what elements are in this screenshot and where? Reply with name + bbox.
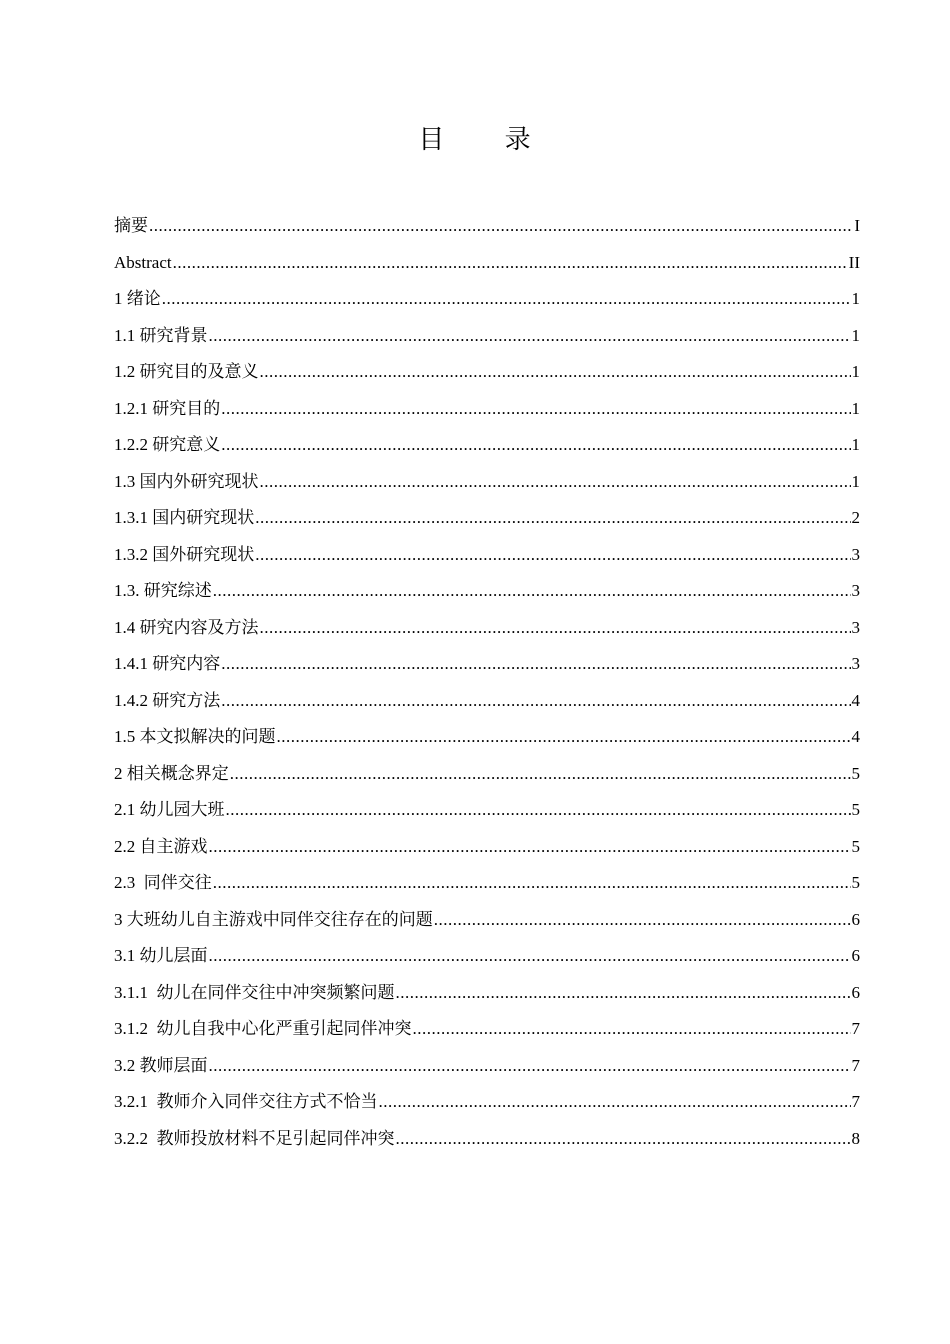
toc-page-number: 3 [851, 654, 860, 673]
toc-dot-leader [213, 573, 851, 610]
toc-page-number: 6 [851, 946, 860, 965]
toc-entry[interactable] [114, 1084, 860, 1121]
toc-entry[interactable] [114, 573, 860, 610]
toc-dot-leader [434, 902, 851, 939]
toc-entry[interactable] [114, 756, 860, 793]
toc-dot-leader [277, 719, 851, 756]
toc-list [114, 208, 860, 1157]
toc-dot-leader [209, 938, 851, 975]
toc-entry[interactable] [114, 1121, 860, 1158]
toc-dot-leader [162, 281, 851, 318]
toc-page-number: II [848, 252, 860, 272]
toc-entry-label: 2.3 同伴交往 [114, 873, 212, 892]
toc-entry[interactable] [114, 938, 860, 975]
toc-page-number: 1 [851, 325, 860, 345]
toc-entry[interactable] [114, 464, 860, 501]
toc-entry[interactable] [114, 610, 860, 647]
toc-page-number: 1 [851, 398, 860, 418]
toc-page-number: 5 [851, 836, 860, 856]
toc-dot-leader [226, 792, 851, 829]
toc-dot-leader [209, 829, 851, 866]
toc-page-number: 1 [851, 289, 860, 308]
toc-page-number: 4 [851, 727, 860, 746]
toc-page-number: 1 [851, 471, 860, 491]
toc-entry[interactable] [114, 865, 860, 902]
toc-dot-leader [260, 610, 851, 647]
toc-entry-label: 1.5 本文拟解决的问题 [114, 727, 276, 746]
toc-dot-leader [396, 975, 851, 1012]
toc-entry-label: Abstract [114, 252, 172, 272]
toc-entry-label: 1.4.1 研究内容 [114, 654, 221, 673]
toc-entry-label: 3.2.1 教师介入同伴交往方式不恰当 [114, 1092, 378, 1111]
toc-entry-label: 1.4 研究内容及方法 [114, 617, 259, 637]
toc-entry[interactable] [114, 281, 860, 318]
toc-page-number: 7 [851, 1055, 860, 1075]
toc-entry[interactable] [114, 975, 860, 1012]
toc-page-number: 3 [851, 581, 860, 600]
toc-page-number: 4 [851, 690, 860, 710]
toc-dot-leader [230, 756, 851, 793]
toc-page-number: 1 [851, 435, 860, 454]
toc-dot-leader [260, 464, 851, 501]
toc-entry[interactable] [114, 1048, 860, 1085]
toc-page-number: 2 [851, 508, 860, 527]
toc-dot-leader [255, 537, 850, 574]
toc-entry-label: 2.2 自主游戏 [114, 836, 208, 856]
toc-entry[interactable] [114, 829, 860, 866]
toc-entry-label: 3.2 教师层面 [114, 1055, 208, 1075]
toc-dot-leader [379, 1084, 851, 1121]
toc-entry[interactable] [114, 902, 860, 939]
toc-entry-label: 1.2 研究目的及意义 [114, 362, 259, 381]
toc-page-number: 7 [851, 1092, 860, 1111]
toc-entry-label: 摘要 [114, 216, 148, 235]
toc-entry-label: 1.3 国内外研究现状 [114, 471, 259, 491]
toc-entry-label: 1.3.2 国外研究现状 [114, 544, 255, 564]
toc-entry-label: 3.2.2 教师投放材料不足引起同伴冲突 [114, 1128, 395, 1148]
toc-entry[interactable] [114, 792, 860, 829]
toc-page-number: 5 [851, 800, 860, 819]
toc-entry-label: 2 相关概念界定 [114, 763, 229, 783]
toc-entry[interactable] [114, 683, 860, 720]
toc-page-number: 5 [851, 873, 860, 892]
toc-entry[interactable] [114, 646, 860, 683]
toc-page-number: 8 [851, 1128, 860, 1148]
toc-entry[interactable] [114, 427, 860, 464]
toc-entry[interactable] [114, 391, 860, 428]
toc-dot-leader [209, 318, 851, 355]
toc-page-number: 7 [851, 1019, 860, 1038]
toc-entry-label: 2.1 幼儿园大班 [114, 800, 225, 819]
toc-dot-leader [221, 391, 850, 428]
toc-dot-leader [173, 245, 848, 282]
toc-dot-leader [221, 646, 850, 683]
toc-page-number: I [854, 216, 860, 235]
toc-entry-label: 1.3. 研究综述 [114, 581, 212, 600]
toc-entry[interactable] [114, 354, 860, 391]
toc-entry[interactable] [114, 500, 860, 537]
toc-page-number: 6 [851, 982, 860, 1002]
toc-page-number: 3 [851, 544, 860, 564]
toc-entry-label: 1.2.1 研究目的 [114, 398, 221, 418]
toc-entry-label: 3.1.1 幼儿在同伴交往中冲突频繁问题 [114, 982, 395, 1002]
toc-page-number: 1 [851, 362, 860, 381]
toc-entry-label: 1.2.2 研究意义 [114, 435, 221, 454]
toc-title: 目 录 [418, 125, 557, 155]
toc-entry-label: 1.1 研究背景 [114, 325, 208, 345]
toc-entry-label: 1.4.2 研究方法 [114, 690, 221, 710]
toc-entry-label: 3.1.2 幼儿自我中心化严重引起同伴冲突 [114, 1019, 412, 1038]
toc-dot-leader [255, 500, 850, 537]
toc-page-number: 5 [851, 763, 860, 783]
toc-dot-leader [221, 683, 850, 720]
toc-entry[interactable] [114, 245, 860, 282]
toc-entry[interactable] [114, 208, 860, 245]
toc-dot-leader [213, 865, 851, 902]
toc-dot-leader [396, 1121, 851, 1158]
toc-entry[interactable] [114, 719, 860, 756]
toc-dot-leader [413, 1011, 851, 1048]
toc-entry[interactable] [114, 1011, 860, 1048]
toc-page-number: 3 [851, 617, 860, 637]
toc-entry-label: 3.1 幼儿层面 [114, 946, 208, 965]
toc-dot-leader [209, 1048, 851, 1085]
toc-entry[interactable] [114, 318, 860, 355]
toc-dot-leader [149, 208, 853, 245]
toc-entry-label: 1 绪论 [114, 289, 161, 308]
toc-entry-label: 1.3.1 国内研究现状 [114, 508, 255, 527]
toc-dot-leader [260, 354, 851, 391]
toc-entry[interactable] [114, 537, 860, 574]
toc-dot-leader [221, 427, 850, 464]
toc-entry-label: 3 大班幼儿自主游戏中同伴交往存在的问题 [114, 909, 433, 929]
toc-page-number: 6 [851, 909, 860, 929]
